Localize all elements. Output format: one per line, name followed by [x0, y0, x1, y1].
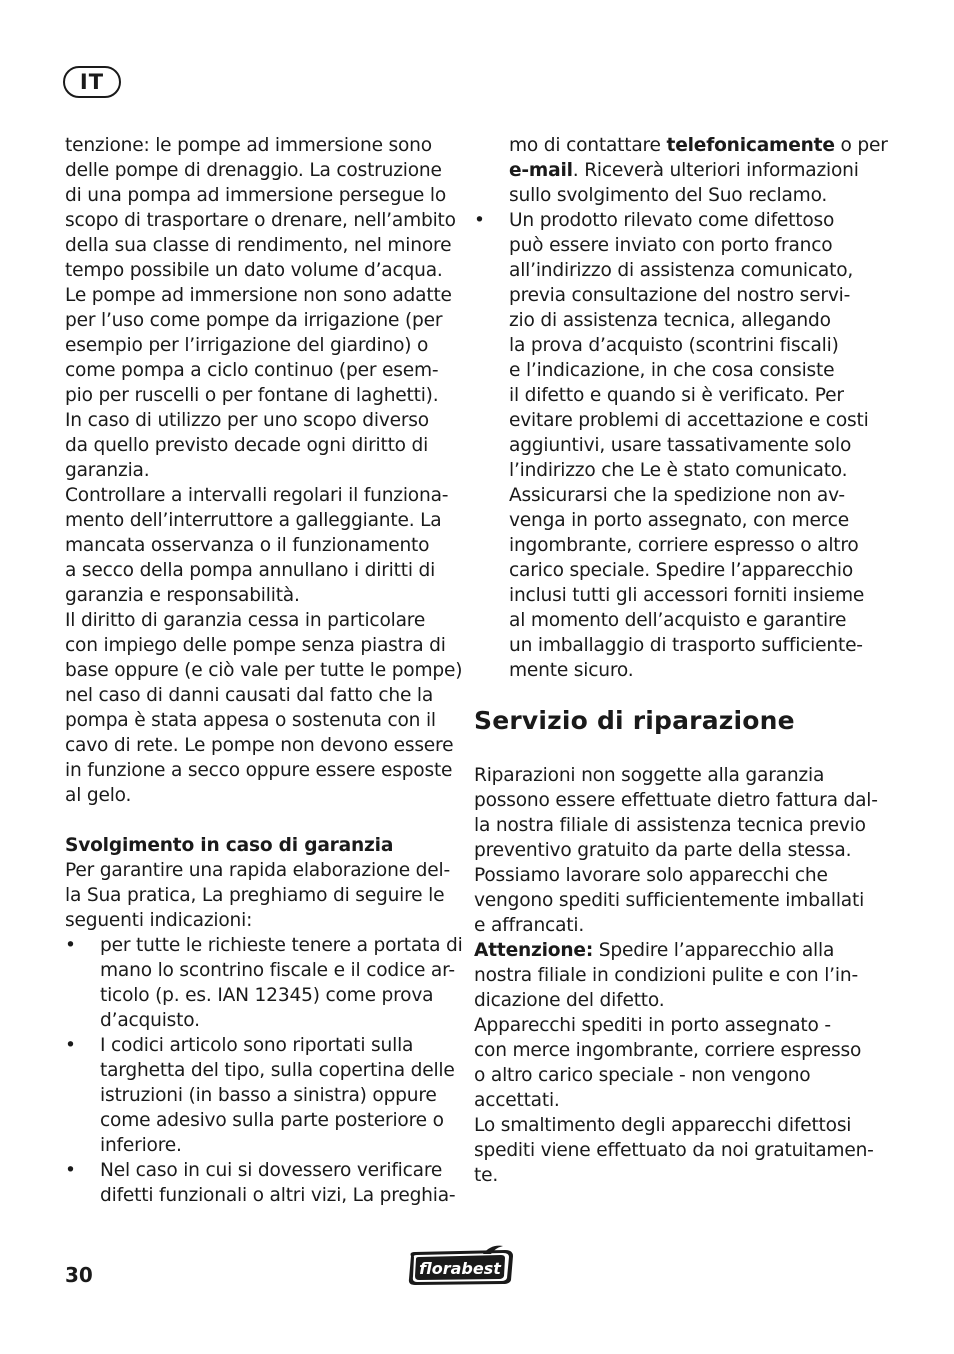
text-line: preventivo gratuito da parte della stessa. — [474, 840, 852, 861]
text-line: targhetta del tipo, sulla copertina delle — [100, 1060, 455, 1081]
bullet-icon: • — [65, 1160, 76, 1181]
text-line: con impiego delle pompe senza piastra di — [65, 635, 446, 656]
language-badge: IT — [63, 66, 121, 98]
intro-paragraphs — [65, 133, 463, 808]
text-line: la Sua pratica, La preghiamo di seguire le — [65, 885, 445, 906]
text-line: il difetto e quando si è verificato. Per — [509, 385, 844, 406]
text-line: d’acquisto. — [100, 1010, 200, 1031]
text-line: scopo di trasportare o drenare, nell’ambito — [65, 210, 456, 231]
text-line: come pompa a ciclo continuo (per esem- — [65, 360, 439, 381]
text-line: sullo svolgimento del Suo reclamo. — [509, 185, 828, 206]
bullet-line — [65, 1158, 450, 1183]
text-line: può essere inviato con porto franco — [509, 235, 833, 256]
text-line: aggiuntivi, usare tassativamente solo — [509, 435, 852, 456]
text-line: difetti funzionali o altri vizi, La preghia- — [100, 1185, 456, 1206]
text-line: all’indirizzo di assistenza comunicato, — [509, 260, 854, 281]
text-line: inclusi tutti gli accessori forniti insieme — [509, 585, 865, 606]
bullet-text: Nel caso in cui si dovessero verificare — [100, 1160, 443, 1181]
left-column — [65, 133, 463, 1208]
text-line: Il diritto di garanzia cessa in particolare — [65, 610, 426, 631]
text-line: carico speciale. Spedire l’apparecchio — [509, 560, 853, 581]
text-line: tenzione: le pompe ad immersione sono — [65, 135, 432, 156]
text-line: In caso di utilizzo per uno scopo diverso — [65, 410, 429, 431]
bullet-icon: • — [65, 1035, 76, 1056]
emphasis-phone: telefonicamente — [666, 135, 835, 156]
text-line: Controllare a intervalli regolari il funziona- — [65, 485, 449, 506]
text-line: Apparecchi spediti in porto assegnato - — [474, 1015, 831, 1036]
page-number: 30 — [65, 1263, 93, 1287]
text-line: mento dell’interruttore a galleggiante. La — [65, 510, 442, 531]
text-line: Riparazioni non soggette alla garanzia — [474, 765, 825, 786]
text-line: seguenti indicazioni: — [65, 910, 253, 931]
text-line: evitare problemi di accettazione e costi — [509, 410, 869, 431]
text-line: ticolo (p. es. IAN 12345) come prova — [100, 985, 434, 1006]
text-line: la prova d’acquisto (scontrini fiscali) — [509, 335, 839, 356]
emphasis-email: e-mail — [509, 160, 573, 181]
text-line: un imballaggio di trasporto sufficiente- — [509, 635, 863, 656]
text-line: istruzioni (in basso a sinistra) oppure — [100, 1085, 437, 1106]
text-run: Spedire l’apparecchio alla — [593, 940, 835, 961]
bullet-text: Un prodotto rilevato come difettoso — [509, 210, 835, 231]
text-line: dicazione del difetto. — [474, 990, 665, 1011]
text-line: delle pompe di drenaggio. La costruzione — [65, 160, 442, 181]
florabest-logo — [405, 1244, 519, 1290]
text-line: ingombrante, corriere espresso o altro — [509, 535, 859, 556]
text-line: o altro carico speciale - non vengono — [474, 1065, 811, 1086]
text-line: possono essere effettuate dietro fattura dal- — [474, 790, 878, 811]
logo-wordmark: florabest — [419, 1259, 501, 1278]
text-line: esempio per l’irrigazione del giardino) o — [65, 335, 429, 356]
text-line: pompa è stata appesa o sostenuta con il — [65, 710, 436, 731]
bullet-item — [474, 208, 869, 683]
warranty-heading: Svolgimento in caso di garanzia — [65, 835, 394, 856]
bullet-icon: • — [474, 210, 485, 231]
text-line: mano lo scontrino fiscale e il codice ar- — [100, 960, 455, 981]
text-line: nel caso di danni causati dal fatto che la — [65, 685, 434, 706]
attention-label: Attenzione: — [474, 940, 594, 961]
text-line: Assicurarsi che la spedizione non av- — [509, 485, 845, 506]
text-line: in funzione a secco oppure essere esposte — [65, 760, 453, 781]
text-line: nostra filiale in condizioni pulite e con l’in- — [474, 965, 858, 986]
text-line: venga in porto assegnato, con merce — [509, 510, 850, 531]
text-line: previa consultazione del nostro servi- — [509, 285, 851, 306]
text-line: della sua classe di rendimento, nel minore — [65, 235, 452, 256]
spacer — [65, 808, 450, 833]
text-line: tempo possibile un dato volume d’acqua. — [65, 260, 443, 281]
text-line: vengono spediti sufficientemente imballati — [474, 890, 865, 911]
text-line: spediti viene effettuato da noi gratuitamen- — [474, 1140, 874, 1161]
text-line: a secco della pompa annullano i diritti di — [65, 560, 436, 581]
text-line: l’indirizzo che Le è stato comunicato. — [509, 460, 848, 481]
bullet-line — [65, 933, 463, 958]
text-run: . Riceverà ulteriori informazioni — [572, 160, 859, 181]
bullet-icon: • — [65, 935, 76, 956]
text-line — [474, 158, 864, 183]
text-line: te. — [474, 1165, 499, 1186]
text-line: accettati. — [474, 1090, 560, 1111]
bullet-text: I codici articolo sono riportati sulla — [100, 1035, 414, 1056]
text-line: Per garantire una rapida elaborazione del- — [65, 860, 450, 881]
text-line: con merce ingombrante, corriere espresso — [474, 1040, 862, 1061]
text-line: Lo smaltimento degli apparecchi difettosi — [474, 1115, 852, 1136]
bullet-line — [474, 208, 864, 233]
text-line: mancata osservanza o il funzionamento — [65, 535, 430, 556]
bullet-item — [65, 1158, 456, 1208]
text-run: mo di contattare — [509, 135, 667, 156]
text-line: come adesivo sulla parte posteriore o — [100, 1110, 444, 1131]
text-line: Possiamo lavorare solo apparecchi che — [474, 865, 828, 886]
bullet-item — [65, 1033, 455, 1158]
text-line: Le pompe ad immersione non sono adatte — [65, 285, 452, 306]
text-line: al momento dell’acquisto e garantire — [509, 610, 847, 631]
bullet-line — [65, 1033, 450, 1058]
bullet-text: per tutte le richieste tenere a portata di — [100, 935, 463, 956]
text-line: da quello previsto decade ogni diritto di — [65, 435, 429, 456]
text-line: e l’indicazione, in che cosa consiste — [509, 360, 835, 381]
text-line: garanzia e responsabilità. — [65, 585, 300, 606]
text-line: di una pompa ad immersione persegue lo — [65, 185, 446, 206]
bullet-item — [65, 933, 463, 1033]
text-line: inferiore. — [100, 1135, 182, 1156]
text-line: pio per ruscelli o per fontane di laghetti). — [65, 385, 439, 406]
text-line: garanzia. — [65, 460, 150, 481]
text-run: o per — [834, 135, 888, 156]
section-heading: Servizio di riparazione — [474, 706, 795, 735]
text-line: base oppure (e ciò vale per tutte le pompe) — [65, 660, 463, 681]
text-line: zio di assistenza tecnica, allegando — [509, 310, 831, 331]
text-line — [474, 938, 864, 963]
text-line: la nostra filiale di assistenza tecnica previo — [474, 815, 866, 836]
text-line: al gelo. — [65, 785, 132, 806]
text-line: e affrancati. — [474, 915, 585, 936]
text-line: per l’uso come pompe da irrigazione (per — [65, 310, 443, 331]
right-column — [474, 133, 888, 1188]
repair-paragraphs — [474, 763, 878, 1188]
text-line: cavo di rete. Le pompe non devono essere — [65, 735, 454, 756]
text-line — [474, 133, 888, 158]
text-line: mente sicuro. — [509, 660, 634, 681]
